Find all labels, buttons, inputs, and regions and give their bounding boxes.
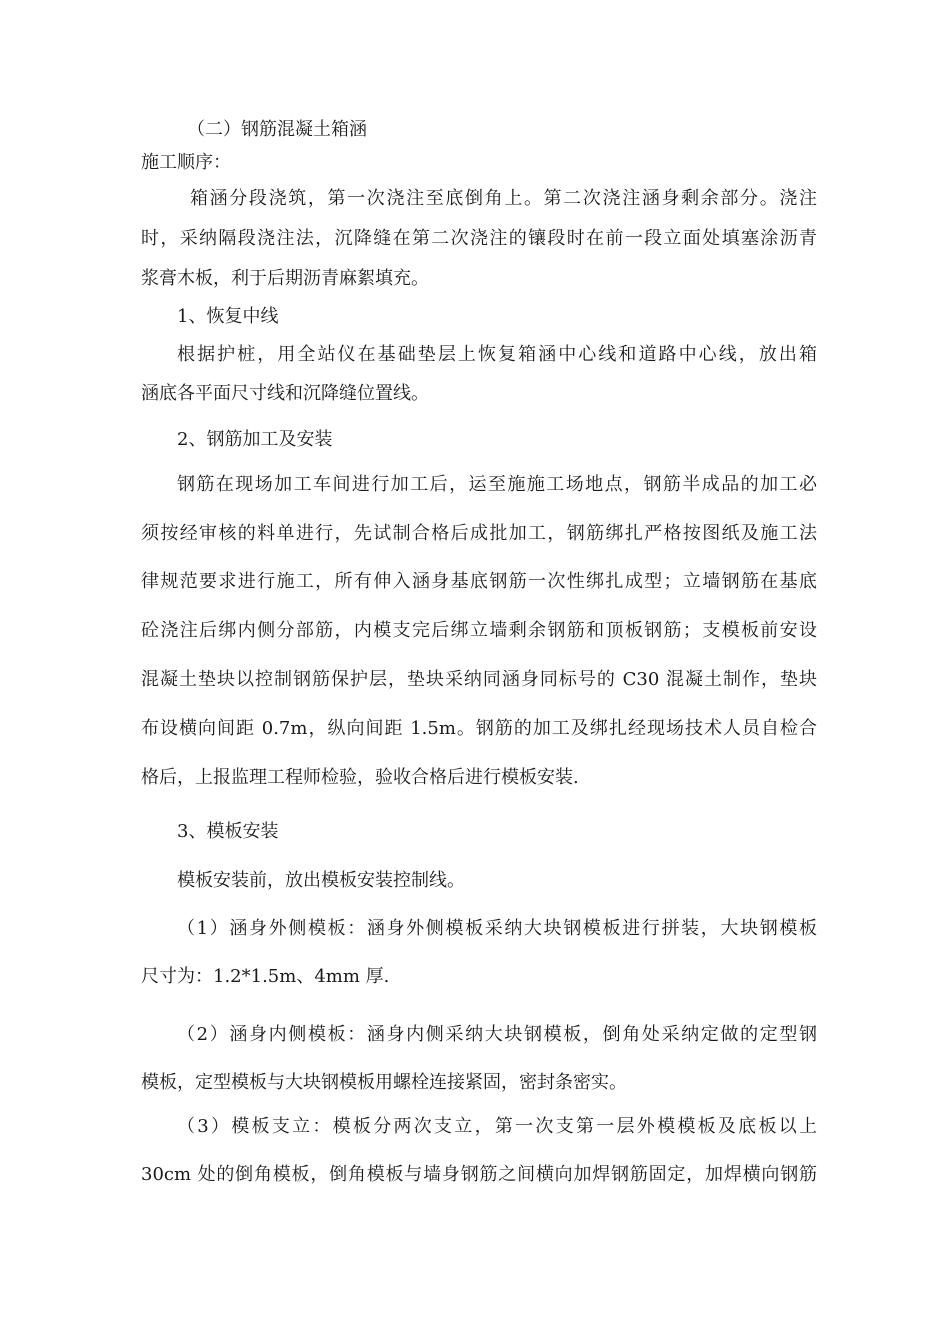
step3-item3-line: 30cm 处的倒角模板，倒角模板与墙身钢筋之间横向加焊钢筋固定，加焊横向钢筋: [141, 1164, 817, 1185]
step3-intro: 模板安装前，放出模板安装控制线。: [177, 870, 465, 891]
step1-line: 涵底各平面尺寸线和沉降缝位置线。: [141, 383, 429, 404]
step2-line: 钢筋在现场加工车间进行加工后，运至施施工场地点，钢筋半成品的加工必: [177, 474, 817, 495]
step2-line: 混凝土垫块以控制钢筋保护层，垫块采纳同涵身同标号的 C30 混凝土制作，垫块: [141, 669, 817, 690]
step3-item2-line: 模板，定型模板与大块钢模板用螺栓连接紧固，密封条密实。: [141, 1072, 627, 1093]
intro-line: 浆膏木板，利于后期沥青麻絮填充。: [141, 268, 429, 289]
step3-item3-line: （3）模板支立：模板分两次支立，第一次支第一层外模模板及底板以上: [177, 1116, 817, 1137]
step2-line: 砼浇注后绑内侧分部筋，内模支完后绑立墙剩余钢筋和顶板钢筋；支模板前安设: [141, 620, 817, 641]
step2-line: 格后，上报监理工程师检验，验收合格后进行模板安装.: [141, 767, 579, 788]
intro-line: 时，采纳隔段浇注法，沉降缝在第二次浇注的镶段时在前一段立面处填塞涂沥青: [141, 228, 817, 249]
step3-heading: 3、模板安装: [177, 821, 279, 842]
step1-heading: 1、恢复中线: [177, 306, 279, 327]
step3-item2-line: （2）涵身内侧模板：涵身内侧采纳大块钢模板，倒角处采纳定做的定型钢: [177, 1024, 817, 1045]
step2-line: 布设横向间距 0.7m，纵向间距 1.5m。钢筋的加工及绑扎经现场技术人员自检合: [141, 718, 817, 739]
step3-item1-line: （1）涵身外侧模板：涵身外侧模板采纳大块钢模板进行拼装，大块钢模板: [177, 918, 817, 939]
intro-line: 箱涵分段浇筑，第一次浇注至底倒角上。第二次浇注涵身剩余部分。浇注: [190, 188, 817, 209]
step2-line: 须按经审核的料单进行，先试制合格后成批加工，钢筋绑扎严格按图纸及施工法: [141, 523, 817, 544]
section-title: （二）钢筋混凝土箱涵: [187, 119, 367, 140]
step2-heading: 2、钢筋加工及安装: [177, 429, 333, 450]
construction-order-label: 施工顺序：: [141, 152, 231, 173]
step3-item1-line: 尺寸为：1.2*1.5m、4mm 厚.: [141, 966, 390, 987]
step1-line: 根据护桩，用全站仪在基础垫层上恢复箱涵中心线和道路中心线，放出箱: [177, 344, 817, 365]
step2-line: 律规范要求进行施工，所有伸入涵身基底钢筋一次性绑扎成型；立墙钢筋在基底: [141, 571, 817, 592]
